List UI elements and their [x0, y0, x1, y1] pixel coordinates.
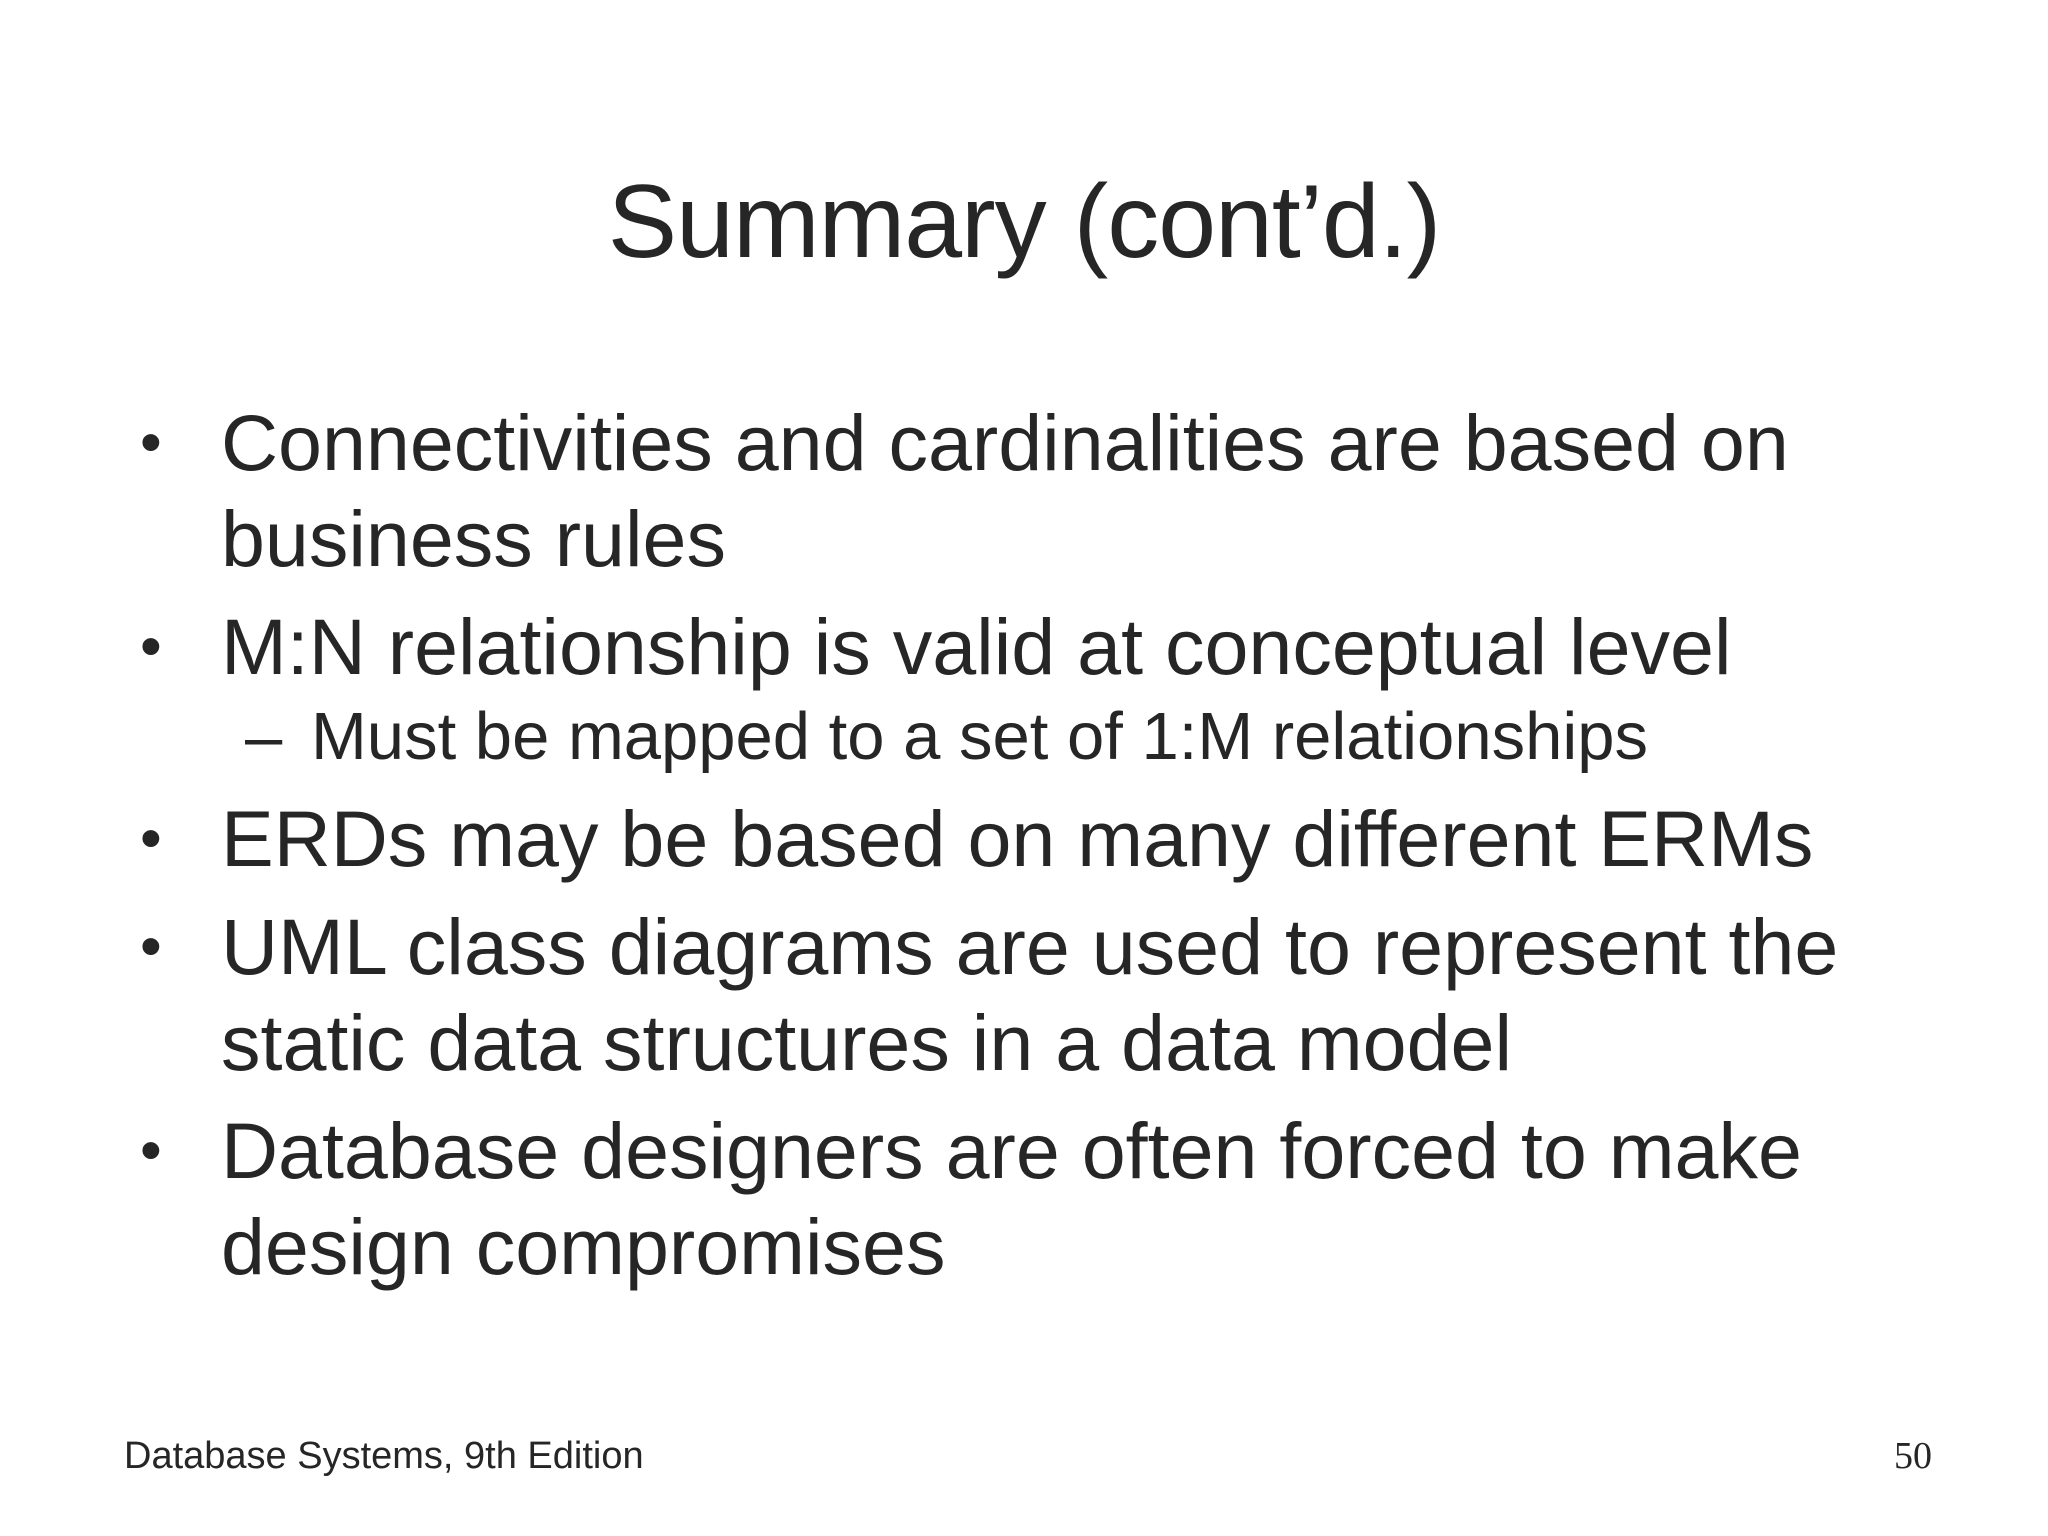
- bullet-item: [140, 791, 1920, 887]
- bullet-icon: •: [140, 912, 162, 981]
- sub-bullet-text: Must be mapped to a set of 1:M relationships: [311, 699, 1648, 774]
- slide-title: Summary (cont’d.): [607, 164, 1441, 280]
- bullet-icon: •: [140, 612, 162, 681]
- bullet-icon: •: [140, 804, 162, 873]
- bullet-list: [140, 395, 1920, 1307]
- bullet-item: [140, 899, 1920, 1091]
- bullet-text: M:N relationship is valid at conceptual level: [221, 602, 1732, 691]
- page-number: 50: [1894, 1435, 1932, 1477]
- bullet-item: [140, 395, 1920, 587]
- footer-source: Database Systems, 9th Edition: [124, 1435, 644, 1477]
- bullet-icon: •: [140, 1116, 162, 1185]
- bullet-item: [140, 599, 1920, 695]
- sub-bullet-item: [140, 695, 1920, 779]
- bullet-text: ERDs may be based on many different ERMs: [221, 794, 1814, 883]
- bullet-icon: •: [140, 408, 162, 477]
- bullet-item: [140, 1103, 1920, 1295]
- bullet-text: Database designers are often forced to make design compromises: [221, 1106, 1802, 1291]
- dash-icon: –: [245, 699, 283, 774]
- bullet-text: UML class diagrams are used to represent the static data structures in a data model: [221, 902, 1839, 1087]
- bullet-text: Connectivities and cardinalities are based on business rules: [221, 398, 1789, 583]
